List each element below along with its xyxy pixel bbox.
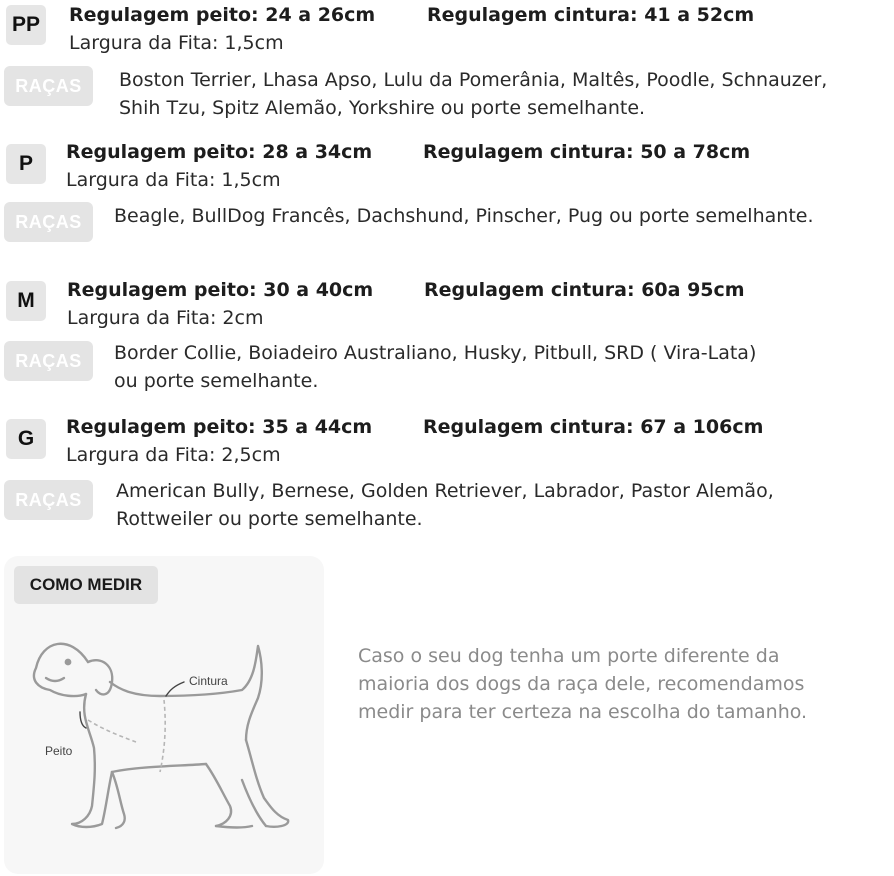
racas-badge-g: RAÇAS (4, 480, 93, 520)
measure-note-line3: medir para ter certeza na escolha do tamanho. (358, 701, 808, 723)
peito-range-m: Regulagem peito: 30 a 40cm (67, 279, 374, 301)
cintura-range-pp: Regulagem cintura: 41 a 52cm (427, 4, 755, 26)
breeds-g-line2: Rottweiler ou porte semelhante. (116, 508, 423, 530)
label-peito: Peito (45, 744, 73, 758)
peito-range-p: Regulagem peito: 28 a 34cm (66, 141, 373, 163)
breeds-g-line1: American Bully, Bernese, Golden Retriever, Labrador, Pastor Alemão, (116, 480, 774, 502)
racas-badge-p: RAÇAS (4, 202, 93, 242)
breeds-m-line1: Border Collie, Boiadeiro Australiano, Husky, Pitbull, SRD ( Vira-Lata) (114, 342, 757, 364)
racas-badge-pp: RAÇAS (4, 66, 93, 106)
size-badge-m: M (6, 281, 46, 321)
size-badge-pp: PP (6, 5, 46, 45)
label-cintura: Cintura (189, 674, 228, 688)
cintura-range-m: Regulagem cintura: 60a 95cm (424, 279, 745, 301)
measure-note-line1: Caso o seu dog tenha um porte diferente da (358, 645, 780, 667)
peito-range-pp: Regulagem peito: 24 a 26cm (69, 4, 376, 26)
peito-range-g: Regulagem peito: 35 a 44cm (66, 416, 373, 438)
size-badge-g: G (6, 419, 46, 459)
breeds-p (114, 202, 814, 230)
breeds-m-line2: ou porte semelhante. (114, 370, 319, 392)
breeds-g (116, 477, 774, 533)
cintura-range-g: Regulagem cintura: 67 a 106cm (423, 416, 764, 438)
cintura-range-p: Regulagem cintura: 50 a 78cm (423, 141, 751, 163)
racas-badge-m: RAÇAS (4, 341, 93, 381)
measure-note (358, 642, 858, 726)
fita-width-pp: Largura da Fita: 1,5cm (69, 32, 284, 54)
fita-width-p: Largura da Fita: 1,5cm (66, 169, 281, 191)
breeds-pp (119, 66, 827, 122)
breeds-pp-line1: Boston Terrier, Lhasa Apso, Lulu da Pomerânia, Maltês, Poodle, Schnauzer, (119, 69, 828, 91)
measure-title: COMO MEDIR (14, 566, 158, 604)
size-badge-p: P (6, 144, 46, 184)
fita-width-g: Largura da Fita: 2,5cm (66, 444, 281, 466)
measure-note-line2: maioria dos dogs da raça dele, recomendamos (358, 673, 805, 695)
breeds-p-line1: Beagle, BullDog Francês, Dachshund, Pinscher, Pug ou porte semelhante. (114, 205, 814, 227)
fita-width-m: Largura da Fita: 2cm (67, 307, 264, 329)
breeds-pp-line2: Shih Tzu, Spitz Alemão, Yorkshire ou porte semelhante. (119, 97, 646, 119)
breeds-m (114, 339, 756, 395)
